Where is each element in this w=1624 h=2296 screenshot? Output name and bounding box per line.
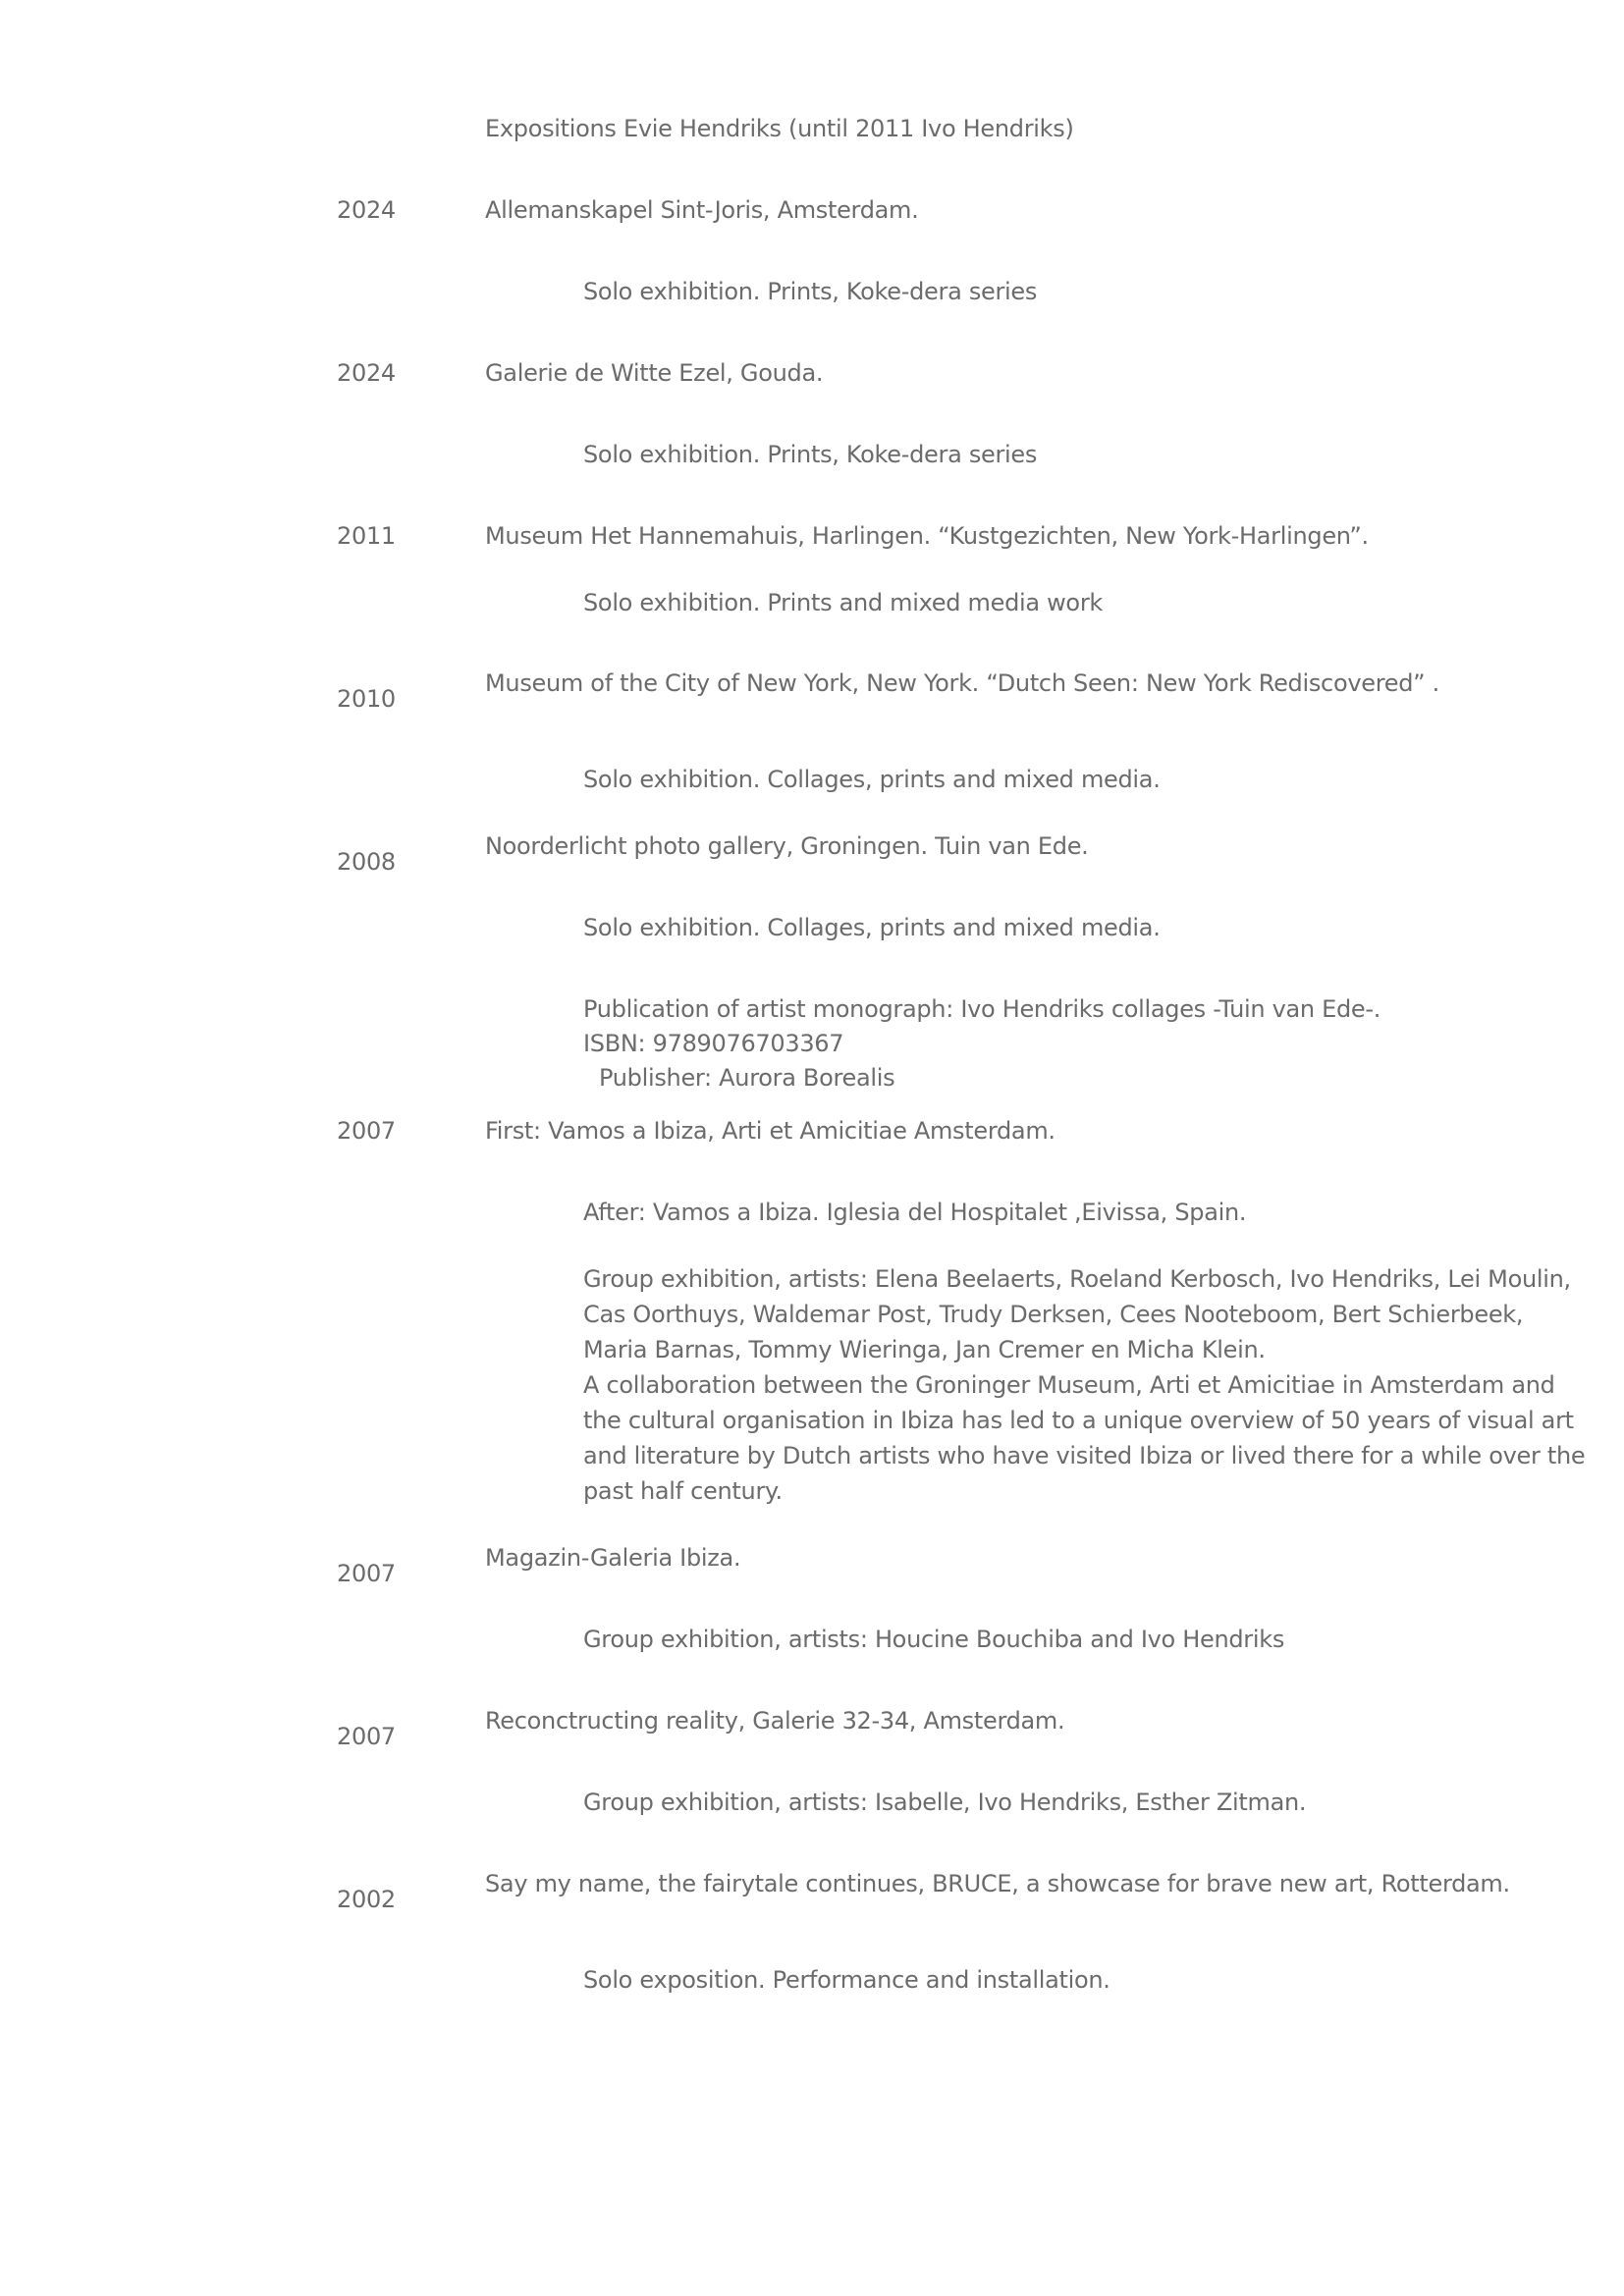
entry-venue: Allemanskapel Sint-Joris, Amsterdam. [485, 196, 919, 224]
entry-detail: past half century. [583, 1477, 783, 1505]
entry-detail: Maria Barnas, Tommy Wieringa, Jan Cremer en Micha Klein. [583, 1336, 1266, 1363]
entry-year: 2024 [337, 359, 396, 387]
entry-detail: Group exhibition, artists: Houcine Bouchiba and Ivo Hendriks [583, 1626, 1285, 1653]
entry-detail: Solo exhibition. Collages, prints and mixed media. [583, 766, 1161, 793]
entry-year: 2002 [337, 1886, 396, 1913]
entry-detail: After: Vamos a Ibiza. Iglesia del Hospitalet ,Eivissa, Spain. [583, 1199, 1247, 1226]
entry-venue: Museum Het Hannemahuis, Harlingen. “Kustgezichten, New York-Harlingen”. [485, 522, 1369, 550]
entry-detail: Solo exhibition. Prints, Koke-dera series [583, 278, 1038, 305]
isbn-line: ISBN: 9789076703367 [583, 1030, 844, 1057]
entry-detail: Solo exhibition. Prints and mixed media work [583, 589, 1103, 616]
entry-detail: the cultural organisation in Ibiza has led to a unique overview of 50 years of visual art [583, 1407, 1574, 1434]
entry-detail: Group exhibition, artists: Isabelle, Ivo Hendriks, Esther Zitman. [583, 1789, 1307, 1816]
publication-line: Publication of artist monograph: Ivo Hendriks collages -Tuin van Ede-. [583, 995, 1381, 1023]
entry-year: 2024 [337, 196, 396, 224]
publisher-line: Publisher: Aurora Borealis [599, 1064, 895, 1092]
entry-venue: Galerie de Witte Ezel, Gouda. [485, 359, 824, 387]
entry-year: 2007 [337, 1117, 396, 1145]
entry-year: 2010 [337, 685, 396, 713]
entry-venue: Say my name, the fairytale continues, BRUCE, a showcase for brave new art, Rotterdam. [485, 1870, 1510, 1897]
entry-year: 2008 [337, 848, 396, 876]
entry-detail: Group exhibition, artists: Elena Beelaerts, Roeland Kerbosch, Ivo Hendriks, Lei Moulin, [583, 1265, 1571, 1293]
entry-detail: Solo exhibition. Prints, Koke-dera series [583, 441, 1038, 468]
entry-detail: Solo exhibition. Collages, prints and mixed media. [583, 914, 1161, 941]
entry-venue: Reconctructing reality, Galerie 32-34, Amsterdam. [485, 1707, 1065, 1735]
entry-venue: Noorderlicht photo gallery, Groningen. Tuin van Ede. [485, 832, 1089, 860]
entry-detail: and literature by Dutch artists who have visited Ibiza or lived there for a while over the [583, 1442, 1586, 1469]
entry-venue: Magazin-Galeria Ibiza. [485, 1544, 741, 1572]
entry-year: 2007 [337, 1560, 396, 1587]
entry-venue: Museum of the City of New York, New York. “Dutch Seen: New York Rediscovered” . [485, 669, 1439, 697]
entry-year: 2011 [337, 522, 396, 550]
entry-year: 2007 [337, 1723, 396, 1750]
entry-detail: Cas Oorthuys, Waldemar Post, Trudy Derksen, Cees Nooteboom, Bert Schierbeek, [583, 1301, 1524, 1328]
entry-detail: A collaboration between the Groninger Museum, Arti et Amicitiae in Amsterdam and [583, 1371, 1555, 1399]
page-title: Expositions Evie Hendriks (until 2011 Ivo Hendriks) [485, 115, 1074, 142]
entry-venue: First: Vamos a Ibiza, Arti et Amicitiae Amsterdam. [485, 1117, 1056, 1145]
entry-detail: Solo exposition. Performance and installation. [583, 1966, 1110, 1994]
